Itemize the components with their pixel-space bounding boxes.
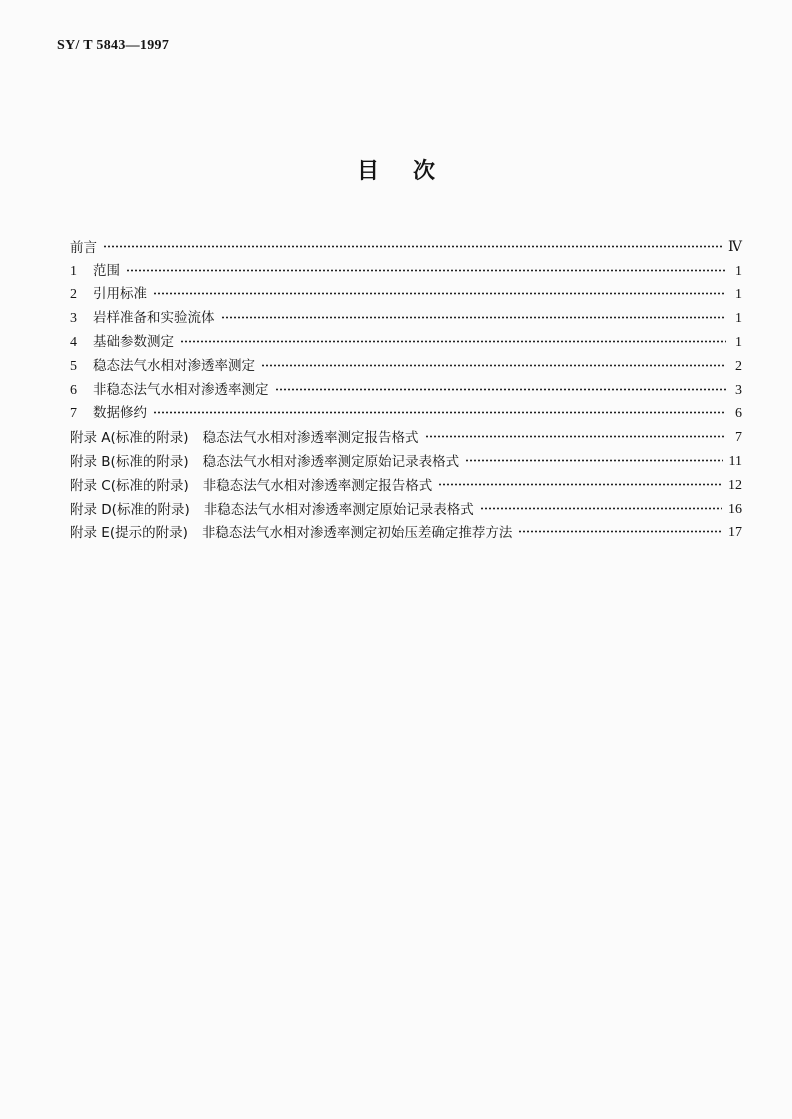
page-number: 1: [735, 334, 742, 350]
section-number: 1: [70, 263, 77, 279]
toc-entry-label: [70, 282, 147, 303]
toc-entry-label: [70, 474, 432, 494]
toc-entry[interactable]: [70, 446, 742, 470]
toc-entry[interactable]: [70, 399, 742, 423]
section-title: 引用标准: [93, 286, 147, 303]
section-title: 基础参数测定: [93, 333, 174, 350]
section-number: 5: [70, 358, 77, 374]
toc-entry[interactable]: [70, 303, 742, 327]
toc-entry-label: [70, 401, 147, 422]
section-title: 稳态法气水相对渗透率测定: [93, 357, 255, 374]
section-title: 岩样准备和实验流体: [93, 310, 215, 327]
appendix-designation: 附录 D(标准的附录): [70, 501, 190, 518]
dot-leader: [465, 453, 722, 466]
dot-leader: [180, 334, 726, 347]
page-number: 12: [728, 477, 742, 493]
page-number: Ⅳ: [728, 239, 742, 255]
toc-entry[interactable]: [70, 494, 742, 518]
toc-entry-label: [70, 259, 120, 280]
dot-leader: [153, 286, 726, 299]
toc-entry-label: [70, 498, 474, 518]
section-number: 7: [70, 406, 77, 422]
section-title: 非稳态法气水相对渗透率测定原始记录表格式: [203, 501, 474, 518]
section-title: 稳态法气水相对渗透率测定原始记录表格式: [202, 453, 460, 470]
dot-leader: [275, 382, 727, 395]
page-number: 1: [735, 311, 742, 327]
section-number: 6: [70, 382, 77, 398]
section-number: 4: [70, 334, 77, 350]
toc-entry[interactable]: [70, 422, 742, 446]
toc-entry-label: [70, 378, 269, 399]
toc-entry[interactable]: [70, 351, 742, 375]
toc-entry[interactable]: [70, 470, 742, 494]
toc-entry-label: [70, 306, 215, 327]
toc-entry[interactable]: [70, 280, 742, 304]
toc-entry[interactable]: [70, 518, 742, 542]
page-number: 17: [728, 525, 742, 541]
section-title: 数据修约: [93, 405, 147, 422]
document-code: SY/ T 5843—1997: [57, 38, 170, 53]
page-number: 6: [735, 406, 742, 422]
page-number: 16: [728, 501, 742, 517]
section-title: 非稳态法气水相对渗透率测定报告格式: [202, 477, 433, 494]
page-number: 3: [735, 382, 742, 398]
section-title: 前言: [70, 239, 97, 256]
section-title: 非稳态法气水相对渗透率测定初始压差确定推荐方法: [201, 525, 513, 542]
section-number: 3: [70, 311, 77, 327]
page-title: 目次: [356, 159, 469, 184]
dot-leader: [480, 501, 722, 514]
toc-entry[interactable]: [70, 375, 742, 399]
page-number: 11: [728, 453, 742, 469]
dot-leader: [153, 405, 726, 418]
toc-entry-label: [70, 330, 174, 351]
appendix-designation: 附录 A(标准的附录): [70, 430, 189, 447]
dot-leader: [425, 429, 726, 442]
dot-leader: [221, 310, 727, 323]
toc-entry[interactable]: [70, 256, 742, 280]
toc-entry-label: [70, 521, 512, 541]
appendix-designation: 附录 B(标准的附录): [70, 453, 189, 470]
toc-entry[interactable]: [70, 327, 742, 351]
dot-leader: [438, 477, 722, 490]
appendix-designation: 附录 C(标准的附录): [70, 477, 189, 494]
dot-leader: [126, 263, 726, 276]
dot-leader: [103, 239, 722, 252]
section-number: 2: [70, 287, 77, 303]
toc-entry-label: [70, 236, 97, 256]
toc-entry[interactable]: [70, 232, 742, 256]
dot-leader: [261, 358, 726, 371]
table-of-contents: [70, 232, 742, 541]
section-title: 范围: [93, 262, 120, 279]
dot-leader: [518, 524, 722, 537]
page-number: 2: [735, 358, 742, 374]
section-title: 稳态法气水相对渗透率测定报告格式: [202, 430, 419, 447]
section-title: 非稳态法气水相对渗透率测定: [93, 381, 269, 398]
toc-entry-label: [70, 450, 459, 470]
page-number: 1: [735, 263, 742, 279]
toc-entry-label: [70, 354, 255, 375]
toc-entry-label: [70, 426, 419, 446]
page-number: 1: [735, 287, 742, 303]
appendix-designation: 附录 E(提示的附录): [70, 525, 188, 542]
page-number: 7: [735, 430, 742, 446]
